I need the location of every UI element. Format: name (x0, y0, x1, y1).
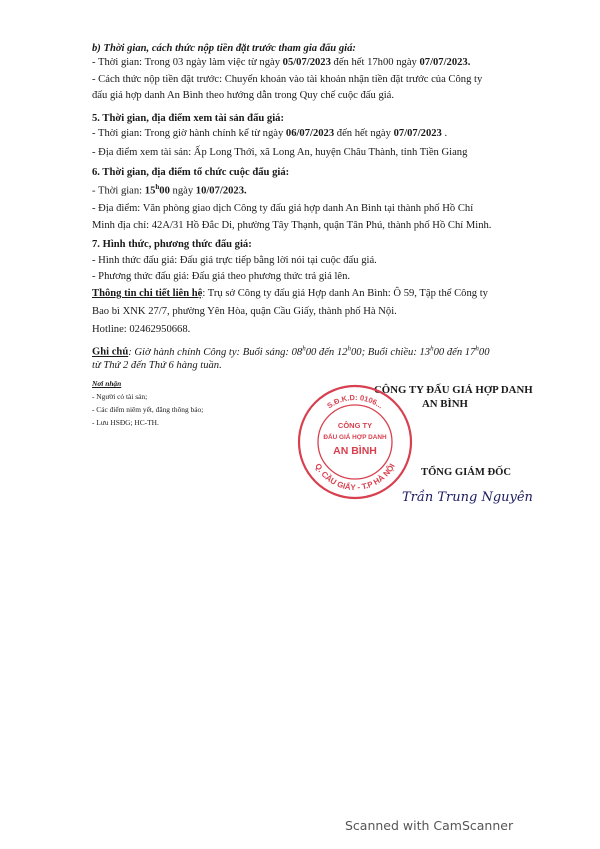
section-6-time (92, 181, 247, 198)
note-line-2: từ Thứ 2 đến Thứ 6 hàng tuần. (92, 360, 222, 371)
contact-line-1-rest: : Trụ sở Công ty đấu giá Hợp danh An Bình: Ô 59, Tập thể Công ty (202, 288, 488, 299)
section-5-time (92, 127, 447, 140)
section-b-time-prefix: - Thời gian: Trong 03 ngày làm việc từ ngày (92, 57, 283, 68)
section-6-hour-sup: h (155, 183, 160, 191)
contact-label: Thông tin chi tiết liên hệ (92, 288, 203, 299)
section-6-place-2: Minh địa chỉ: 42A/31 Hồ Đắc Di, phường Tây Thạnh, quận Tân Phú, thành phố Hồ Chí Minh. (92, 220, 492, 231)
recipient-item: - Các điểm niêm yết, đăng thông báo; (92, 405, 204, 414)
seal-main-text: AN BÌNH (333, 445, 377, 457)
section-5-place: - Địa điểm xem tài sản: Ấp Long Thới, xã Long An, huyện Châu Thành, tỉnh Tiền Giang (92, 147, 468, 158)
signer-title: TỔNG GIÁM ĐỐC (421, 467, 512, 478)
section-6-time-mid: ngày (169, 185, 196, 197)
company-seal (296, 383, 414, 501)
section-5-time-end: . (441, 128, 448, 139)
contact-hotline: Hotline: 02462950668. (92, 324, 191, 335)
section-b-heading: b) Thời gian, cách thức nộp tiền đặt trước tham gia đấu giá: (92, 43, 356, 54)
signer-name: Trần Trung Nguyên (402, 490, 533, 505)
seal-ring-text: Q. CẦU GIẤY - T.P HÀ NỘI (313, 461, 397, 493)
seal-outer-ring (299, 386, 411, 498)
seal-inner-ring (318, 405, 392, 479)
section-6-time-prefix: - Thời gian: (92, 185, 145, 197)
section-5-heading: 5. Thời gian, địa điểm xem tài sản đấu giá: (92, 113, 284, 124)
recipient-item: - Lưu HSĐG; HC-TH. (92, 418, 159, 427)
camscanner-watermark: Scanned with CamScanner (345, 818, 514, 833)
contact-line-2: Bao bì XNK 27/7, phường Yên Hòa, quận Cầu Giấy, thành phố Hà Nội. (92, 306, 397, 317)
note-sup-3: h (430, 344, 434, 352)
note-part-e: 00 (478, 346, 490, 358)
contact-line-1 (92, 287, 488, 300)
section-5-time-prefix: - Thời gian: Trong giờ hành chính kể từ ngày (92, 128, 286, 139)
note-label: Ghi chú (92, 346, 129, 358)
section-6-heading: 6. Thời gian, địa điểm tổ chức cuộc đấu giá: (92, 167, 290, 178)
note-sup-1: h (302, 344, 306, 352)
section-7-heading: 7. Hình thức, phương thức đấu giá: (92, 239, 252, 250)
section-6-hour: 15 (144, 185, 156, 197)
section-5-date1: 06/07/2023 (285, 128, 335, 139)
org-line-1: CÔNG TY ĐẤU GIÁ HỢP DANH (374, 384, 533, 396)
section-b-method-1: - Cách thức nộp tiền đặt trước: Chuyển khoản vào tài khoản nhận tiền đặt trước của Công ty (92, 74, 483, 85)
section-5-date2: 07/07/2023 (393, 128, 442, 139)
section-6-place-1: - Địa điểm: Văn phòng giao dịch Công ty đấu giá hợp danh An Bình tại thành phố Hồ Chí (92, 203, 474, 214)
section-b-date1: 05/07/2023 (282, 57, 331, 68)
note-sup-4: h (475, 344, 479, 352)
note-sup-2: h (347, 344, 351, 352)
section-6-min: 00 (159, 185, 170, 197)
note-part-a: : Giờ hành chính Công ty: Buổi sáng: 08 (128, 346, 303, 358)
note-part-b: 00 đến 12 (305, 346, 348, 358)
section-7-method: - Phương thức đấu giá: Đấu giá theo phương thức trả giá lên. (92, 271, 351, 282)
note-part-d: 00 đến 17 (433, 346, 476, 358)
recipient-item: - Người có tài sản; (92, 392, 148, 401)
org-line-2: AN BÌNH (422, 398, 468, 410)
note-line-1 (92, 342, 489, 359)
section-5-time-mid: đến hết ngày (334, 128, 394, 139)
section-6-date: 10/07/2023. (195, 185, 247, 197)
note-text (128, 344, 490, 358)
section-b-time (92, 56, 470, 69)
seal-id-text: S.Đ.K.D: 0106... (325, 392, 385, 411)
recipients-label: Nơi nhận (92, 379, 122, 388)
seal-top-text: CÔNG TY (337, 421, 373, 430)
section-b-method-2: đấu giá hợp danh An Bình theo hướng dẫn trong Quy chế cuộc đấu giá. (92, 90, 395, 101)
note-part-c: 00; Buổi chiều: 13 (350, 346, 431, 358)
section-b-time-mid: đến hết 17h00 ngày (330, 57, 420, 68)
section-b-date2: 07/07/2023. (419, 57, 471, 68)
seal-mid-text: ĐẤU GIÁ HỢP DANH (323, 434, 387, 441)
section-7-form: - Hình thức đấu giá: Đấu giá trực tiếp bằng lời nói tại cuộc đấu giá. (92, 255, 377, 266)
